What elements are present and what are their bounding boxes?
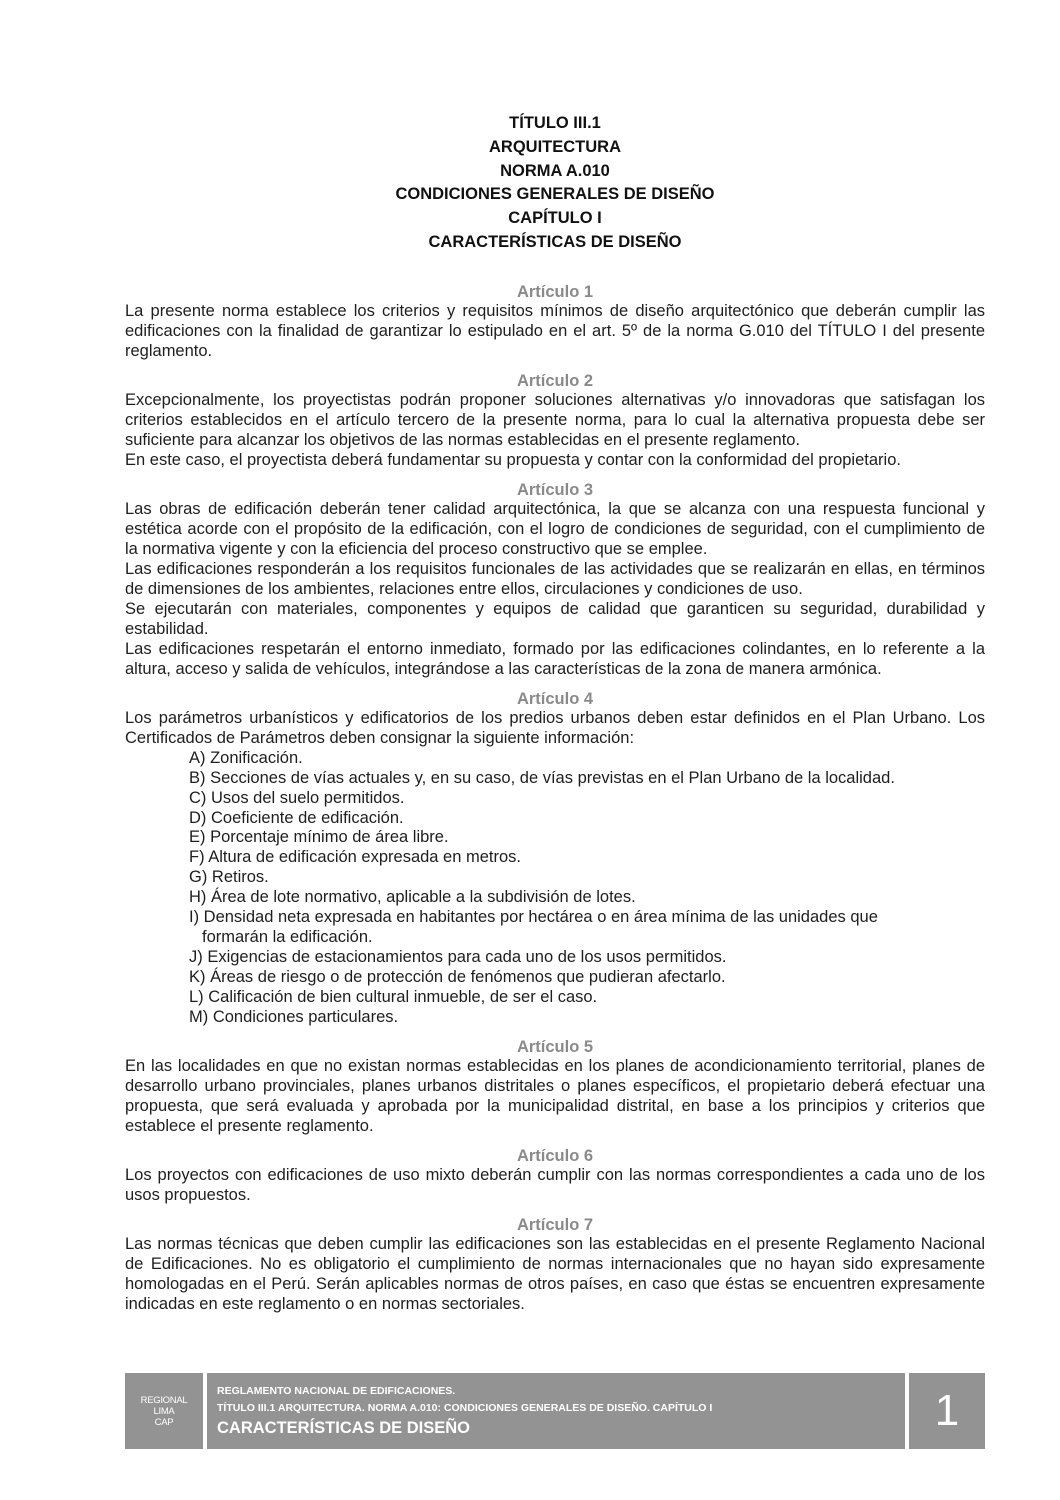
article-paragraph: Las edificaciones respetarán el entorno inmediato, formado por las edificaciones colindantes, en lo referente a la altura, acceso y salida de vehículos, integrándose a las características de la zona de manera armónica. — [125, 639, 985, 678]
article-paragraph: Las edificaciones responderán a los requisitos funcionales de las actividades que se realizarán en ellas, en términos de dimensiones de los ambientes, relaciones entre ellos, circulaciones y condiciones de uso. — [125, 560, 985, 598]
article-paragraph: En las localidades en que no existan normas establecidas en los planes de acondicionamiento territorial, planes de desarrollo urbano provinciales, planes urbanos distritales o planes específicos, el propietario deberá efectuar una propuesta, que será evaluada y aprobada por la municipalidad distrital, en base a los principios y criterios que establece el presente reglamento. — [125, 1057, 985, 1135]
heading-line: CAPÍTULO I — [508, 209, 602, 228]
footer-info — [207, 1373, 905, 1449]
list-item: B) Secciones de vías actuales y, en su caso, de vías previstas en el Plan Urbano de la localidad. — [189, 768, 895, 787]
heading-line: TÍTULO III.1 — [509, 114, 601, 132]
document-body — [125, 282, 985, 1315]
heading-line: NORMA A.010 — [500, 161, 610, 180]
page-number-box — [909, 1373, 985, 1449]
list-item: D) Coeficiente de edificación. — [189, 808, 404, 827]
article-3 — [125, 480, 985, 679]
article-title: Artículo 5 — [516, 1038, 594, 1056]
article-paragraph: Se ejecutarán con materiales, componentes y equipos de calidad que garanticen su seguridad, durabilidad y estabilidad. — [125, 599, 985, 638]
footer-regulation: REGLAMENTO NACIONAL DE EDIFICACIONES. — [217, 1385, 456, 1397]
list-item: F) Altura de edificación expresada en metros. — [189, 848, 522, 867]
document-heading — [0, 112, 1060, 255]
list-item: L) Calificación de bien cultural inmueble, de ser el caso. — [189, 987, 598, 1006]
article-paragraph: Excepcionalmente, los proyectistas podrán proponer soluciones alternativas y/o innovadoras que satisfagan los criterios establecidos en el artículo tercero de la presente norma, para lo cual la alternativa propuesta debe ser suficiente para alcanzar los objetivos de las normas establecidas en el presente reglamento. — [125, 391, 985, 450]
article-paragraph: Los parámetros urbanísticos y edificatorios de los predios urbanos deben estar definidos en el Plan Urbano. Los Certificados de Parámetros deben consignar la siguiente información: — [125, 709, 985, 747]
article-title: Artículo 2 — [516, 372, 594, 391]
heading-line: CONDICIONES GENERALES DE DISEÑO — [395, 185, 715, 204]
article-paragraph: La presente norma establece los criterios y requisitos mínimos de diseño arquitectónico que deberán cumplir las edificaciones con la finalidad de garantizar lo estipulado en el art. 5º de la norma G.010 del TÍTULO I del presente reglamento. — [125, 302, 985, 360]
page-footer — [125, 1373, 985, 1449]
list-item: H) Área de lote normativo, aplicable a la subdivisión de lotes. — [189, 888, 636, 907]
parameter-list — [125, 749, 985, 1028]
heading-line: ARQUITECTURA — [489, 137, 621, 156]
footer-section: TÍTULO III.1 ARQUITECTURA. NORMA A.010: CONDICIONES GENERALES DE DISEÑO. CAPÍTULO I — [217, 1402, 713, 1414]
article-title: Artículo 1 — [516, 283, 594, 301]
article-4 — [125, 689, 985, 1028]
regional-badge — [125, 1373, 203, 1449]
article-title: Artículo 7 — [516, 1216, 594, 1235]
badge-line: CAP — [154, 1416, 174, 1428]
list-item-text: I) Densidad neta expresada en habitantes por hectárea o en área mínima de las unidades que — [189, 908, 878, 927]
list-item: A) Zonificación. — [189, 748, 303, 767]
page-number: 1 — [934, 1386, 960, 1435]
list-item: C) Usos del suelo permitidos. — [189, 788, 405, 807]
article-paragraph: Las obras de edificación deberán tener calidad arquitectónica, la que se alcanza con una respuesta funcional y estética acorde con el propósito de la edificación, con el logro de condiciones de seguridad, con el cumplimiento de la normativa vigente y con la eficiencia del proceso constructivo que se emplee. — [125, 500, 985, 559]
article-6 — [125, 1146, 985, 1206]
badge-line: LIMA — [153, 1405, 175, 1417]
article-title: Artículo 3 — [516, 481, 594, 500]
article-2 — [125, 371, 985, 471]
article-7 — [125, 1215, 985, 1315]
footer-chapter-title: CARACTERÍSTICAS DE DISEÑO — [217, 1419, 471, 1437]
heading-line: CARACTERÍSTICAS DE DISEÑO — [428, 232, 682, 251]
list-item-continuation: formarán la edificación. — [202, 927, 373, 946]
list-item: J) Exigencias de estacionamientos para cada uno de los usos permitidos. — [189, 947, 727, 966]
article-title: Artículo 4 — [516, 690, 594, 708]
article-title: Artículo 6 — [516, 1147, 594, 1166]
article-paragraph: Las normas técnicas que deben cumplir las edificaciones son las establecidas en el presente Reglamento Nacional de Edificaciones. No es obligatorio el cumplimiento de normas internacionales que no hayan sido expresamente homologadas en el Perú. Serán aplicables normas de otros países, en caso que éstas se encuentren expresamente indicadas en este reglamento o en normas sectoriales. — [125, 1235, 985, 1314]
list-item — [189, 908, 985, 948]
list-item: E) Porcentaje mínimo de área libre. — [189, 828, 449, 847]
list-item: K) Áreas de riesgo o de protección de fenómenos que pudieran afectarlo. — [189, 967, 726, 986]
article-5 — [125, 1037, 985, 1137]
article-paragraph: En este caso, el proyectista deberá fundamentar su propuesta y contar con la conformidad del propietario. — [125, 450, 901, 469]
article-paragraph: Los proyectos con edificaciones de uso mixto deberán cumplir con las normas correspondientes a cada uno de los usos propuestos. — [125, 1166, 985, 1205]
badge-line: REGIONAL — [140, 1394, 188, 1406]
list-item: M) Condiciones particulares. — [189, 1007, 399, 1026]
list-item: G) Retiros. — [189, 868, 269, 887]
article-1 — [125, 282, 985, 362]
